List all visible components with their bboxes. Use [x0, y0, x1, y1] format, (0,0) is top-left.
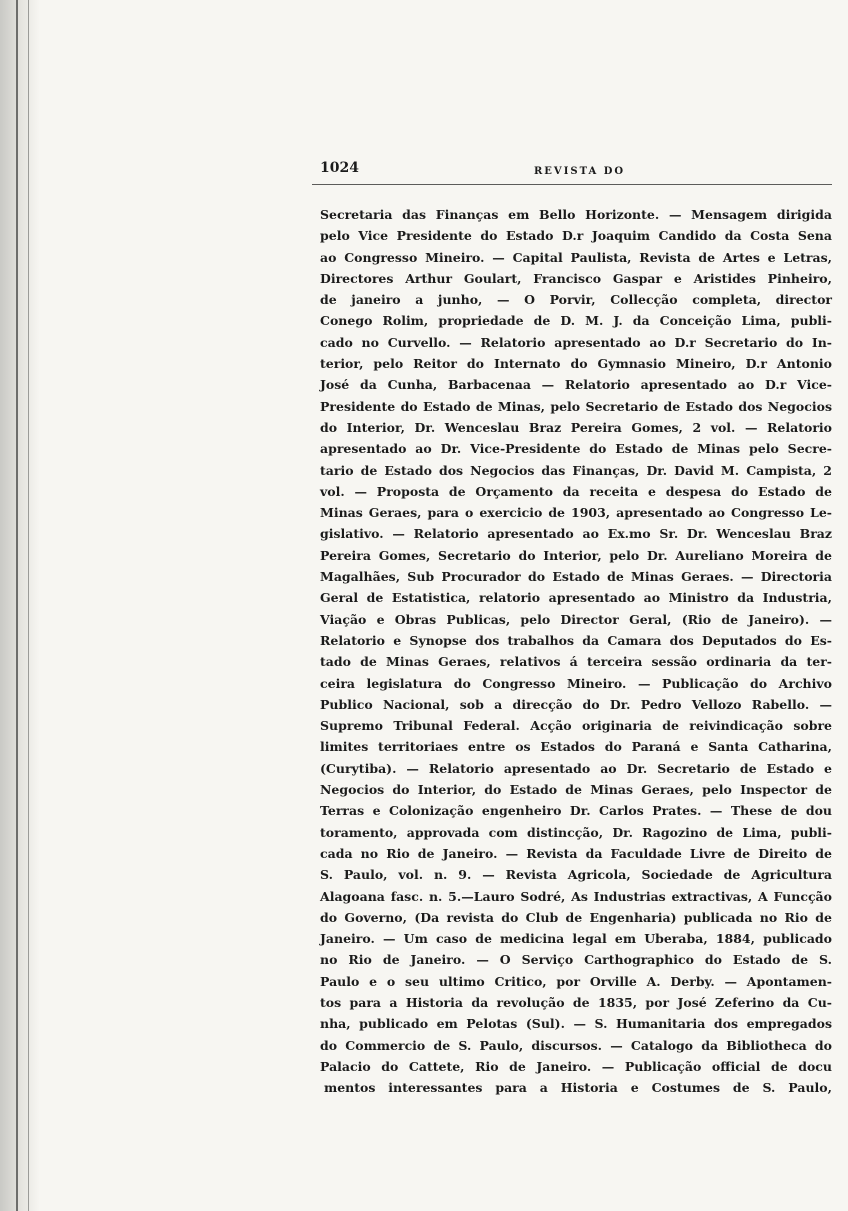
text-line: gislativo. — Relatorio apresentado ao Ex.mo Sr. Dr. Wenceslau Braz — [320, 526, 832, 542]
text-line: no Rio de Janeiro. — O Serviço Carthographico do Estado de S. — [320, 952, 832, 968]
text-line: ao Congresso Mineiro. — Capital Paulista, Revista de Artes e Letras, — [320, 249, 832, 265]
text-line: Alagoana fasc. n. 5.—Lauro Sodré, As Industrias extractivas, A Funcção — [320, 888, 832, 904]
page-binding-edge — [0, 0, 40, 1211]
text-line: Conego Rolim, propriedade de D. M. J. da Conceição Lima, publi- — [320, 313, 832, 329]
text-line: José da Cunha, Barbacenaa — Relatorio apresentado ao D.r Vice- — [320, 377, 832, 393]
text-line: mentos interessantes para a Historia e Costumes de S. Paulo, — [324, 1080, 832, 1096]
text-line: pelo Vice Presidente do Estado D.r Joaquim Candido da Costa Sena — [320, 228, 832, 244]
text-line: tario de Estado dos Negocios das Finanças, Dr. David M. Campista, 2 — [320, 462, 832, 478]
text-line: limites territoriaes entre os Estados do Paraná e Santa Catharina, — [320, 739, 832, 755]
text-line: S. Paulo, vol. n. 9. — Revista Agricola, Sociedade de Agricultura — [320, 867, 832, 883]
text-line: ceira legislatura do Congresso Mineiro. — Publicação do Archivo — [320, 675, 832, 691]
text-line: toramento, approvada com distincção, Dr. Ragozino de Lima, publi- — [320, 824, 832, 840]
text-line: Relatorio e Synopse dos trabalhos da Camara dos Deputados do Es- — [320, 632, 832, 648]
header-rule — [312, 184, 832, 185]
page-number: 1024 — [320, 160, 359, 176]
text-line: Supremo Tribunal Federal. Acção originaria de reivindicação sobre — [320, 718, 832, 734]
text-line: Presidente do Estado de Minas, pelo Secretario de Estado dos Negocios — [320, 398, 832, 414]
text-line: de janeiro a junho, — O Porvir, Collecção completa, director — [320, 292, 832, 308]
text-line: Viação e Obras Publicas, pelo Director Geral, (Rio de Janeiro). — — [320, 611, 832, 627]
text-line: tos para a Historia da revolução de 1835, por José Zeferino da Cu- — [320, 994, 832, 1010]
text-line: terior, pelo Reitor do Internato do Gymnasio Mineiro, D.r Antonio — [320, 356, 832, 372]
binding-shadow-line-thin — [28, 0, 29, 1211]
text-line: (Curytiba). — Relatorio apresentado ao Dr. Secretario de Estado e — [320, 760, 832, 776]
text-line: Secretaria das Finanças em Bello Horizonte. — Mensagem dirigida — [320, 207, 832, 222]
text-line: Directores Arthur Goulart, Francisco Gaspar e Aristides Pinheiro, — [320, 270, 832, 286]
page-header — [314, 160, 832, 180]
text-line: cada no Rio de Janeiro. — Revista da Faculdade Livre de Direito de — [320, 845, 832, 861]
text-line: Paulo e o seu ultimo Critico, por Orville A. Derby. — Apontamen- — [320, 973, 832, 989]
text-line: do Governo, (Da revista do Club de Engenharia) publicada no Rio de — [320, 909, 832, 925]
text-line: Geral de Estatistica, relatorio apresentado ao Ministro da Industria, — [320, 590, 832, 606]
text-line: Terras e Colonização engenheiro Dr. Carlos Prates. — These de dou — [320, 803, 832, 819]
text-line: do Interior, Dr. Wenceslau Braz Pereira Gomes, 2 vol. — Relatorio — [320, 419, 832, 435]
text-line: Pereira Gomes, Secretario do Interior, pelo Dr. Aureliano Moreira de — [320, 547, 832, 563]
body-text — [320, 204, 832, 1098]
text-line: Negocios do Interior, do Estado de Minas Geraes, pelo Inspector de — [320, 782, 832, 798]
binding-shadow-line — [16, 0, 18, 1211]
text-line: Minas Geraes, para o exercicio de 1903, apresentado ao Congresso Le- — [320, 505, 832, 521]
text-line: Janeiro. — Um caso de medicina legal em Uberaba, 1884, publicado — [320, 931, 832, 947]
text-line: nha, publicado em Pelotas (Sul). — S. Humanitaria dos empregados — [320, 1016, 832, 1032]
text-line: vol. — Proposta de Orçamento da receita e despesa do Estado de — [320, 483, 832, 499]
text-line: do Commercio de S. Paulo, discursos. — Catalogo da Bibliotheca do — [320, 1037, 832, 1053]
text-line: cado no Curvello. — Relatorio apresentado ao D.r Secretario do In- — [320, 334, 832, 350]
text-line: Publico Nacional, sob a direcção do Dr. Pedro Vellozo Rabello. — — [320, 696, 832, 712]
running-title: REVISTA DO — [534, 166, 626, 177]
text-line: tado de Minas Geraes, relativos á terceira sessão ordinaria da ter- — [320, 654, 832, 670]
text-line: Magalhães, Sub Procurador do Estado de Minas Geraes. — Directoria — [320, 569, 832, 585]
text-line: Palacio do Cattete, Rio de Janeiro. — Publicação official de docu — [320, 1058, 832, 1074]
text-line: apresentado ao Dr. Vice-Presidente do Estado de Minas pelo Secre- — [320, 441, 832, 457]
